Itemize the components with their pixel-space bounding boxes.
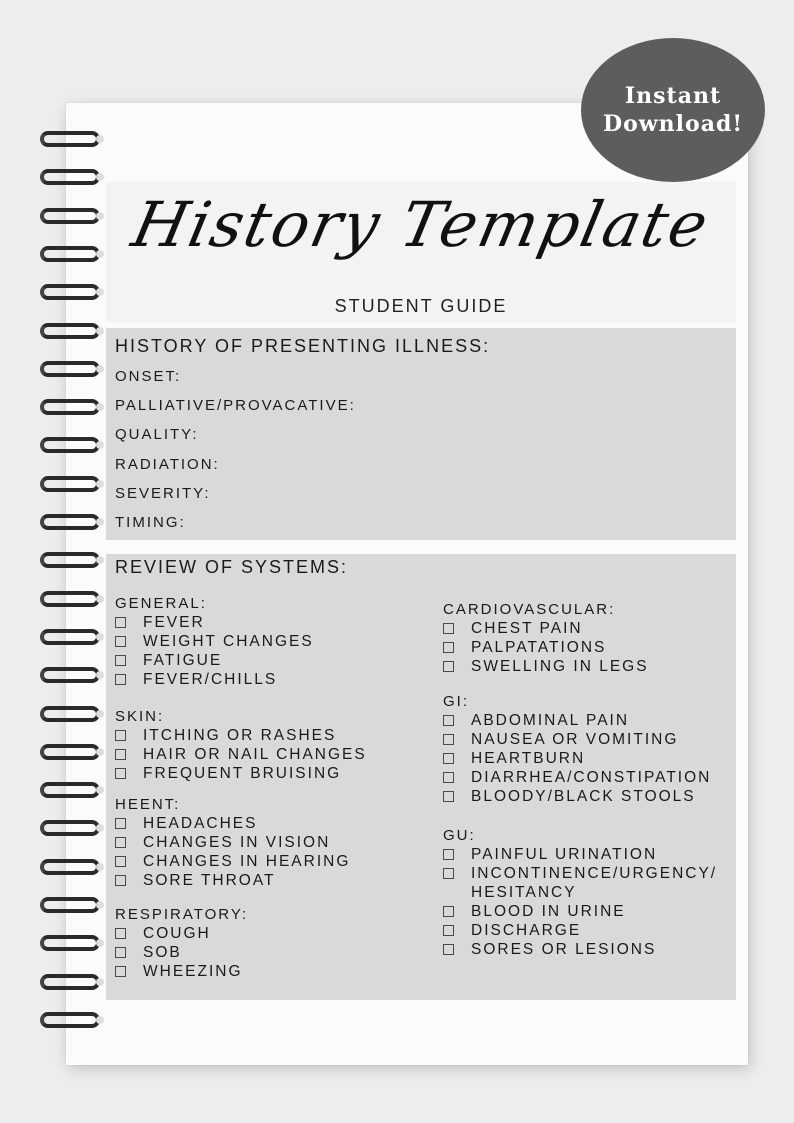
coil-ring (40, 667, 100, 683)
coil-hole (96, 748, 104, 756)
spiral-coil (38, 396, 102, 418)
item-label: SWELLING IN LEGS (471, 657, 649, 675)
item-label: PALPATATIONS (471, 638, 607, 656)
checkbox[interactable] (443, 868, 454, 879)
group-label: CARDIOVASCULAR: (443, 601, 616, 618)
item-label: HAIR OR NAIL CHANGES (143, 745, 367, 763)
coil-hole (96, 135, 104, 143)
coil-ring (40, 706, 100, 722)
check-item[interactable] (443, 657, 649, 676)
coil-hole (96, 824, 104, 832)
coil-hole (96, 441, 104, 449)
ros-panel (106, 554, 736, 1000)
coil-ring (40, 169, 100, 185)
checkbox[interactable] (115, 636, 126, 647)
coil-hole (96, 710, 104, 718)
check-item[interactable] (443, 921, 717, 940)
item-label: CHANGES IN HEARING (143, 852, 351, 870)
coil-hole (96, 480, 104, 488)
item-label: DIARRHEA/CONSTIPATION (471, 768, 712, 786)
coil-hole (96, 556, 104, 564)
spiral-binding (38, 128, 108, 1038)
ros-group-gi (443, 693, 711, 806)
check-item[interactable] (115, 924, 248, 943)
checkbox[interactable] (115, 875, 126, 886)
checkbox[interactable] (443, 734, 454, 745)
item-label: DISCHARGE (471, 921, 582, 939)
check-item[interactable] (443, 619, 649, 638)
checkbox[interactable] (443, 906, 454, 917)
item-label: NAUSEA OR VOMITING (471, 730, 679, 748)
checkbox[interactable] (115, 655, 126, 666)
item-label: HESITANCY (471, 883, 577, 901)
coil-hole (96, 863, 104, 871)
checkbox[interactable] (443, 849, 454, 860)
group-label: GENERAL: (115, 595, 207, 612)
coil-hole (96, 786, 104, 794)
item-label: SOB (143, 943, 182, 961)
group-label: GI: (443, 693, 470, 710)
checkbox[interactable] (443, 753, 454, 764)
hpi-field-palliative: PALLIATIVE/PROVACATIVE: (115, 397, 356, 414)
hpi-panel (106, 328, 736, 540)
item-label: FEVER/CHILLS (143, 670, 278, 688)
check-item[interactable] (443, 940, 717, 959)
check-item[interactable] (115, 670, 314, 689)
spiral-coil (38, 320, 102, 342)
coil-hole (96, 518, 104, 526)
badge-line-2: Download! (602, 111, 743, 137)
spiral-coil (38, 511, 102, 533)
check-item[interactable] (443, 902, 717, 921)
check-item[interactable] (443, 730, 711, 749)
checkbox[interactable] (115, 966, 126, 977)
item-label: BLOOD IN URINE (471, 902, 626, 920)
coil-hole (96, 212, 104, 220)
coil-hole (96, 288, 104, 296)
page-title: History Template (126, 188, 716, 261)
checkbox[interactable] (115, 749, 126, 760)
checkbox[interactable] (443, 772, 454, 783)
ros-group-cardiovascular (443, 601, 649, 676)
check-item-continuation (443, 883, 717, 902)
spiral-coil (38, 741, 102, 763)
page-subtitle: STUDENT GUIDE (334, 296, 508, 316)
check-item[interactable] (443, 864, 717, 883)
spiral-coil (38, 434, 102, 456)
check-item[interactable] (443, 749, 711, 768)
ros-group-gu (443, 827, 717, 959)
coil-ring (40, 399, 100, 415)
hpi-field-onset: ONSET: (115, 368, 182, 385)
coil-ring (40, 131, 100, 147)
coil-ring (40, 1012, 100, 1028)
checkbox[interactable] (115, 928, 126, 939)
check-item[interactable] (115, 764, 367, 783)
checkbox[interactable] (115, 617, 126, 628)
spiral-coil (38, 166, 102, 188)
checkbox[interactable] (115, 730, 126, 741)
coil-hole (96, 595, 104, 603)
check-item[interactable] (115, 852, 350, 871)
check-item[interactable] (115, 814, 350, 833)
check-item[interactable] (115, 833, 350, 852)
check-item[interactable] (115, 962, 248, 981)
item-label: COUGH (143, 924, 211, 942)
coil-hole (96, 403, 104, 411)
header (106, 182, 736, 322)
item-label: HEADACHES (143, 814, 258, 832)
check-item[interactable] (115, 745, 367, 764)
spiral-coil (38, 779, 102, 801)
check-item[interactable] (115, 632, 314, 651)
coil-ring (40, 629, 100, 645)
item-label: FATIGUE (143, 651, 223, 669)
checkbox[interactable] (115, 947, 126, 958)
checkbox[interactable] (115, 818, 126, 829)
spiral-coil (38, 281, 102, 303)
coil-ring (40, 897, 100, 913)
coil-ring (40, 437, 100, 453)
checkbox[interactable] (443, 925, 454, 936)
item-label: SORES OR LESIONS (471, 940, 657, 958)
hpi-field-radiation: RADIATION: (115, 456, 220, 473)
spiral-coil (38, 1009, 102, 1031)
checkbox[interactable] (115, 674, 126, 685)
spiral-coil (38, 588, 102, 610)
coil-ring (40, 859, 100, 875)
coil-hole (96, 327, 104, 335)
coil-hole (96, 633, 104, 641)
hpi-title: HISTORY OF PRESENTING ILLNESS: (115, 336, 491, 356)
coil-hole (96, 1016, 104, 1024)
coil-ring (40, 782, 100, 798)
check-item[interactable] (115, 943, 248, 962)
spiral-coil (38, 703, 102, 725)
spiral-coil (38, 664, 102, 686)
coil-ring (40, 476, 100, 492)
ros-group-respiratory (115, 906, 248, 981)
spiral-coil (38, 626, 102, 648)
spiral-coil (38, 932, 102, 954)
coil-hole (96, 901, 104, 909)
item-label: PAINFUL URINATION (471, 845, 658, 863)
item-label: ABDOMINAL PAIN (471, 711, 630, 729)
coil-ring (40, 974, 100, 990)
coil-ring (40, 552, 100, 568)
group-label: RESPIRATORY: (115, 906, 249, 923)
checkbox[interactable] (115, 856, 126, 867)
checkbox[interactable] (443, 623, 454, 634)
coil-hole (96, 978, 104, 986)
item-label: FREQUENT BRUISING (143, 764, 342, 782)
item-label: CHEST PAIN (471, 619, 583, 637)
coil-ring (40, 591, 100, 607)
check-item[interactable] (115, 726, 367, 745)
coil-ring (40, 744, 100, 760)
hpi-field-severity: SEVERITY: (115, 485, 211, 502)
coil-hole (96, 365, 104, 373)
spiral-coil (38, 205, 102, 227)
spiral-coil (38, 128, 102, 150)
ros-group-general (115, 595, 314, 689)
check-item[interactable] (443, 787, 711, 806)
check-item[interactable] (443, 638, 649, 657)
item-label: BLOODY/BLACK STOOLS (471, 787, 696, 805)
ros-title: REVIEW OF SYSTEMS: (115, 557, 349, 577)
spiral-coil (38, 856, 102, 878)
item-label: WEIGHT CHANGES (143, 632, 314, 650)
check-item[interactable] (443, 845, 717, 864)
spiral-coil (38, 549, 102, 571)
spiral-coil (38, 358, 102, 380)
coil-hole (96, 173, 104, 181)
spiral-coil (38, 894, 102, 916)
check-item[interactable] (115, 651, 314, 670)
ros-group-heent (115, 796, 350, 890)
group-label: GU: (443, 827, 476, 844)
item-label: INCONTINENCE/URGENCY/ (471, 864, 718, 882)
hpi-field-timing: TIMING: (115, 514, 186, 531)
check-item[interactable] (115, 613, 314, 632)
coil-ring (40, 246, 100, 262)
item-label: CHANGES IN VISION (143, 833, 331, 851)
spiral-coil (38, 971, 102, 993)
coil-ring (40, 514, 100, 530)
coil-ring (40, 935, 100, 951)
coil-ring (40, 820, 100, 836)
group-label: SKIN: (115, 708, 165, 725)
coil-ring (40, 284, 100, 300)
item-label: WHEEZING (143, 962, 243, 980)
coil-hole (96, 671, 104, 679)
coil-ring (40, 361, 100, 377)
check-item[interactable] (115, 871, 350, 890)
group-label: HEENT: (115, 796, 181, 813)
check-item[interactable] (443, 768, 711, 787)
checkbox[interactable] (115, 768, 126, 779)
coil-ring (40, 323, 100, 339)
coil-hole (96, 939, 104, 947)
spiral-coil (38, 243, 102, 265)
item-label: ITCHING OR RASHES (143, 726, 337, 744)
check-item[interactable] (443, 711, 711, 730)
coil-ring (40, 208, 100, 224)
spiral-coil (38, 473, 102, 495)
hpi-field-quality: QUALITY: (115, 426, 199, 443)
checkbox[interactable] (443, 661, 454, 672)
item-label: FEVER (143, 613, 205, 631)
checkbox[interactable] (115, 837, 126, 848)
item-label: HEARTBURN (471, 749, 586, 767)
checkbox[interactable] (443, 791, 454, 802)
badge-line-1: Instant (624, 83, 722, 109)
checkbox[interactable] (443, 944, 454, 955)
instant-download-badge (581, 38, 765, 182)
checkbox[interactable] (443, 715, 454, 726)
ros-group-skin (115, 708, 367, 783)
spiral-coil (38, 817, 102, 839)
item-label: SORE THROAT (143, 871, 276, 889)
checkbox[interactable] (443, 642, 454, 653)
